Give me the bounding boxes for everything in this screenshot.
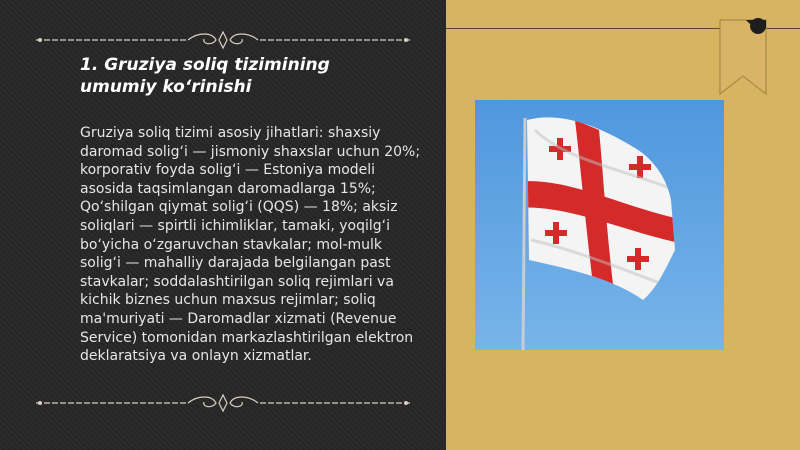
ornament-divider-top bbox=[36, 30, 410, 50]
ornament-divider-bottom bbox=[36, 393, 410, 413]
slide-title: 1. Gruziya soliq tizimining umumiy ko‘rinishi bbox=[80, 55, 330, 97]
slide-body-text: Gruziya soliq tizimi asosiy jihatlari: shaxsiy daromad solig‘i — jismoniy shaxslar uchun 20%; korporativ foyda solig‘i — Estoniya modeli asosida taqsimlangan daromadlarga 15%; Qo‘shilgan qiymat solig‘i (QQS) — 18%; aksiz soliqlari — spirtli ichimliklar, tamaki, yoqilg‘i bo‘yicha o‘zgaruvchan stavkalar; mol-mulk solig‘i — mahalliy darajada belgilangan past stavkalar; soddalashtirilgan soliq rejimlari va kichik biznes uchun maxsus rejimlar; soliq ma'muriyati — Daromadlar xizmati (Revenue Service) tomonidan markazlashtirilgan elektron deklaratsiya va onlayn xizmatlar. bbox=[80, 125, 421, 365]
georgia-flag-photo-icon bbox=[475, 100, 724, 350]
bookmark-icon bbox=[718, 18, 768, 98]
